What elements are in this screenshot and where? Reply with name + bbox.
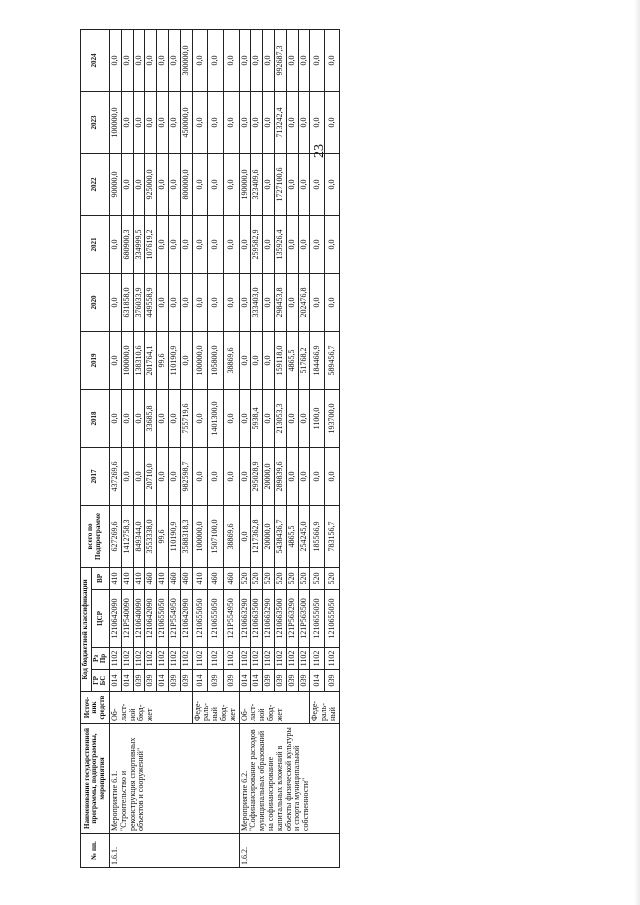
table-cell: 100000,0	[110, 91, 122, 153]
table-cell: 0,0	[169, 153, 181, 215]
table-cell: 1210663500	[275, 590, 287, 648]
table-cell: 410	[121, 567, 133, 589]
table-cell: 039	[133, 670, 145, 692]
table-cell: 0,0	[169, 215, 181, 273]
table-cell: 0,0	[208, 447, 224, 505]
table-cell: 1102	[110, 648, 122, 670]
table-cell: 039	[180, 670, 192, 692]
table-cell: 449558,9	[145, 273, 157, 331]
table-cell: 0,0	[223, 91, 239, 153]
table-cell: 323409,6	[251, 153, 263, 215]
table-cell: 0,0	[298, 389, 310, 447]
table-cell: 1102	[121, 648, 133, 670]
table-cell: 925000,0	[145, 153, 157, 215]
table-cell: 1102	[263, 648, 275, 670]
table-cell: 0,0	[208, 91, 224, 153]
table-cell: 0,0	[263, 91, 275, 153]
table-cell: 298453,8	[275, 273, 287, 331]
table-cell: 0,0	[110, 29, 122, 91]
table-cell: 0,0	[157, 153, 169, 215]
table-cell: 0,0	[169, 447, 181, 505]
table-cell: 039	[169, 670, 181, 692]
table-cell: 0,0	[121, 153, 133, 215]
table-cell: 1102	[157, 648, 169, 670]
table-cell: 0,0	[251, 91, 263, 153]
item-name: Мероприятие 6.1. "Строительство и реконструкция спортивных объектов и сооружений"	[110, 724, 240, 834]
table-cell: 0,0	[121, 91, 133, 153]
table-cell: 100000,0	[121, 331, 133, 389]
table-cell: 0,0	[157, 29, 169, 91]
table-cell: 014	[192, 670, 208, 692]
table-cell: 20000,0	[263, 447, 275, 505]
table-cell: 0,0	[192, 91, 208, 153]
table-cell: 0,0	[298, 215, 310, 273]
table-cell: 0,0	[310, 153, 325, 215]
table-cell: 159118,0	[275, 331, 287, 389]
table-cell: 99,6	[157, 505, 169, 567]
table-cell: 039	[263, 670, 275, 692]
col-year-header: 2021	[81, 215, 110, 273]
table-cell: 100000,0	[192, 505, 208, 567]
col-source-header: Источ-ник средств	[81, 692, 110, 724]
table-cell: 1727100,6	[275, 153, 287, 215]
table-cell: 1102	[192, 648, 208, 670]
table-cell: 410	[192, 567, 208, 589]
table-cell: 1210642090	[110, 590, 122, 648]
table-cell: 039	[208, 670, 224, 692]
table-cell: 0,0	[110, 331, 122, 389]
table-cell: 0,0	[110, 389, 122, 447]
table-cell: 1102	[208, 648, 224, 670]
table-cell: 0,0	[310, 91, 325, 153]
table-cell: 0,0	[169, 273, 181, 331]
table-cell: 014	[121, 670, 133, 692]
table-cell: 0,0	[298, 447, 310, 505]
table-cell: 039	[275, 670, 287, 692]
table-cell: 014	[251, 670, 263, 692]
table-cell: 0,0	[286, 91, 298, 153]
table-cell: 039	[298, 670, 310, 692]
table-cell: 0,0	[192, 447, 208, 505]
table-cell: 0,0	[310, 29, 325, 91]
col-name-header: Наименование государственной программы, подпрограммы, мероприятия	[81, 724, 110, 834]
table-cell: 520	[275, 567, 287, 589]
table-cell: 0,0	[239, 29, 251, 91]
table-cell: 460	[145, 567, 157, 589]
table-cell: 0,0	[133, 29, 145, 91]
table-cell: 0,0	[286, 215, 298, 273]
table-cell: 0,0	[180, 273, 192, 331]
table-cell: 627269,6	[110, 505, 122, 567]
table-cell: 4865,5	[286, 331, 298, 389]
col-year-header: 2022	[81, 153, 110, 215]
table-cell: 0,0	[121, 29, 133, 91]
table-cell: 520	[286, 567, 298, 589]
table-cell: 193700,0	[325, 389, 340, 447]
item-number: 1.6.1.	[110, 834, 240, 868]
table-cell: 259582,9	[251, 215, 263, 273]
table-cell: 800000,0	[180, 153, 192, 215]
table-cell: 1102	[310, 648, 325, 670]
table-cell: 0,0	[286, 389, 298, 447]
table-cell: 520	[251, 567, 263, 589]
table-cell: 460	[180, 567, 192, 589]
table-cell: 0,0	[180, 215, 192, 273]
table-cell: 0,0	[263, 273, 275, 331]
table-cell: 1102	[325, 648, 340, 670]
table-cell: 1102	[180, 648, 192, 670]
table-cell: 0,0	[145, 29, 157, 91]
table-cell: 0,0	[239, 331, 251, 389]
table-cell: 460	[169, 567, 181, 589]
table-cell: 0,0	[325, 215, 340, 273]
page-number: 23	[312, 144, 327, 158]
table-cell: 039	[223, 670, 239, 692]
table-cell: 0,0	[251, 331, 263, 389]
table-cell: 039	[145, 670, 157, 692]
table-cell: 039	[325, 670, 340, 692]
table-cell: 1102	[169, 648, 181, 670]
table-cell: 1100,0	[310, 389, 325, 447]
col-budget-code-header: Код бюджетной классификации	[81, 567, 92, 691]
table-cell: 0,0	[286, 447, 298, 505]
funding-source: Об-ласт-ной бюд-жет	[110, 692, 193, 724]
table-cell: 0,0	[263, 215, 275, 273]
table-cell: 0,0	[110, 273, 122, 331]
scan-edge-shadow	[634, 0, 640, 905]
table-cell: 20000,0	[263, 505, 275, 567]
table-cell: 1102	[145, 648, 157, 670]
table-cell: 0,0	[157, 447, 169, 505]
table-cell: 0,0	[298, 153, 310, 215]
funding-source: Феде-раль-ный бюд-жет	[192, 692, 239, 724]
table-cell: 0,0	[169, 29, 181, 91]
table-cell: 520	[263, 567, 275, 589]
table-cell: 0,0	[223, 389, 239, 447]
table-cell: 1217362,8	[251, 505, 263, 567]
item-number: 1.6.2.	[239, 834, 339, 868]
table-cell: 110190,9	[169, 331, 181, 389]
table-cell: 3553338,0	[145, 505, 157, 567]
table-cell: 1210655050	[310, 590, 325, 648]
table-cell: 51768,2	[298, 331, 310, 389]
table-cell: 190000,0	[239, 153, 251, 215]
col-rzpr-header: Рз Пр	[91, 648, 109, 670]
table-cell: 0,0	[310, 447, 325, 505]
table-cell: 213053,3	[275, 389, 287, 447]
table-cell: 300000,0	[180, 29, 192, 91]
table-cell: 520	[310, 567, 325, 589]
table-cell: 0,0	[263, 153, 275, 215]
col-total-header: всего по Подпрограмме	[81, 505, 110, 567]
table-cell: 783156,7	[325, 505, 340, 567]
table-cell: 0,0	[239, 215, 251, 273]
table-cell: 0,0	[157, 215, 169, 273]
table-cell: 100000,0	[192, 331, 208, 389]
funding-source: Об-ласт-ной бюд-жет	[239, 692, 310, 724]
col-vr-header: ВР	[91, 567, 109, 589]
table-cell: 0,0	[208, 215, 224, 273]
rotated-table-wrapper	[80, 45, 580, 868]
budget-table	[80, 29, 340, 868]
col-no-header: № пп.	[81, 834, 110, 868]
table-cell: 1210655050	[325, 590, 340, 648]
table-cell: 1210642090	[145, 590, 157, 648]
col-year-header: 2020	[81, 273, 110, 331]
table-cell: 1210640090	[133, 590, 145, 648]
table-cell: 0,0	[286, 29, 298, 91]
col-grbs-header: ГР БС	[91, 670, 109, 692]
table-cell: 0,0	[192, 153, 208, 215]
table-cell: 0,0	[110, 215, 122, 273]
table-cell: 0,0	[121, 447, 133, 505]
table-cell: 138310,6	[133, 331, 145, 389]
table-cell: 0,0	[133, 91, 145, 153]
table-cell: 631858,0	[121, 273, 133, 331]
table-cell: 0,0	[325, 273, 340, 331]
table-cell: 410	[157, 567, 169, 589]
table-cell: 1102	[275, 648, 287, 670]
table-cell: 121P563290	[286, 590, 298, 648]
table-cell: 1210663500	[251, 590, 263, 648]
table-cell: 105800,0	[208, 331, 224, 389]
table-cell: 185566,9	[310, 505, 325, 567]
table-cell: 014	[110, 670, 122, 692]
table-cell: 0,0	[133, 153, 145, 215]
table-cell: 014	[310, 670, 325, 692]
table-cell: 1210655050	[157, 590, 169, 648]
table-cell: 201764,1	[145, 331, 157, 389]
table-cell: 107619,2	[145, 215, 157, 273]
table-cell: 0,0	[263, 389, 275, 447]
table-cell: 0,0	[145, 91, 157, 153]
table-cell: 0,0	[223, 273, 239, 331]
table-cell: 014	[157, 670, 169, 692]
table-cell: 0,0	[286, 153, 298, 215]
table-cell: 295028,9	[251, 447, 263, 505]
table-cell: 4865,5	[286, 505, 298, 567]
table-cell: 0,0	[325, 447, 340, 505]
table-cell: 0,0	[239, 505, 251, 567]
table-cell: 849344,0	[133, 505, 145, 567]
table-cell: 0,0	[169, 91, 181, 153]
table-cell: 589456,7	[325, 331, 340, 389]
table-cell: 99,6	[157, 331, 169, 389]
table-cell: 0,0	[239, 389, 251, 447]
table-cell: 1102	[239, 648, 251, 670]
table-cell: 110190,9	[169, 505, 181, 567]
table-cell: 3588318,3	[180, 505, 192, 567]
header-row-1	[81, 29, 92, 867]
table-cell: 20710,0	[145, 447, 157, 505]
table-cell: 0,0	[133, 389, 145, 447]
table-cell: 0,0	[192, 389, 208, 447]
table-cell: 0,0	[133, 447, 145, 505]
table-cell: 0,0	[157, 273, 169, 331]
table-cell: 410	[110, 567, 122, 589]
table-cell: 0,0	[223, 29, 239, 91]
table-cell: 0,0	[223, 215, 239, 273]
table-cell: 90000,0	[110, 153, 122, 215]
table-cell: 1210663290	[239, 590, 251, 648]
table-cell: 680900,3	[121, 215, 133, 273]
table-cell: 0,0	[223, 153, 239, 215]
table-cell: 0,0	[310, 215, 325, 273]
col-year-header: 2024	[81, 29, 110, 91]
table-cell: 982598,7	[180, 447, 192, 505]
col-year-header: 2019	[81, 331, 110, 389]
table-cell: 460	[208, 567, 224, 589]
table-cell: 0,0	[169, 389, 181, 447]
col-year-header: 2017	[81, 447, 110, 505]
table-cell: 1102	[251, 648, 263, 670]
col-year-header: 2023	[81, 91, 110, 153]
table-cell: 1210642090	[180, 590, 192, 648]
table-cell: 039	[286, 670, 298, 692]
table-cell: 0,0	[239, 273, 251, 331]
table-cell: 437269,6	[110, 447, 122, 505]
table-cell: 014	[239, 670, 251, 692]
table-cell: 121P563500	[298, 590, 310, 648]
table-cell: 0,0	[121, 389, 133, 447]
table-cell: 0,0	[157, 91, 169, 153]
table-row	[110, 29, 122, 867]
table-cell: 0,0	[180, 331, 192, 389]
table-cell: 1210655050	[192, 590, 208, 648]
table-cell: 0,0	[208, 29, 224, 91]
table-cell: 184466,9	[310, 331, 325, 389]
table-cell: 0,0	[239, 91, 251, 153]
table-cell: 334999,5	[133, 215, 145, 273]
table-cell: 0,0	[263, 331, 275, 389]
table-cell: 0,0	[310, 273, 325, 331]
col-csr-header: ЦСР	[91, 590, 109, 648]
table-cell: 1210655050	[208, 590, 224, 648]
table-cell: 0,0	[325, 91, 340, 153]
table-cell: 1102	[298, 648, 310, 670]
table-cell: 755719,6	[180, 389, 192, 447]
table-cell: 410	[133, 567, 145, 589]
table-cell: 520	[298, 567, 310, 589]
table-cell: 460	[223, 567, 239, 589]
table-cell: 713242,4	[275, 91, 287, 153]
table-cell: 520	[325, 567, 340, 589]
table-cell: 0,0	[239, 447, 251, 505]
table-cell: 135926,4	[275, 215, 287, 273]
table-cell: 0,0	[325, 153, 340, 215]
table-cell: 1102	[286, 648, 298, 670]
table-cell: 0,0	[192, 215, 208, 273]
table-cell: 0,0	[325, 29, 340, 91]
table-cell: 0,0	[157, 389, 169, 447]
table-cell: 0,0	[298, 29, 310, 91]
table-cell: 0,0	[208, 153, 224, 215]
table-cell: 0,0	[251, 29, 263, 91]
table-cell: 121P540090	[121, 590, 133, 648]
table-cell: 5938,4	[251, 389, 263, 447]
table-cell: 5438436,7	[275, 505, 287, 567]
funding-source: Феде-раль-ный	[310, 692, 339, 724]
table-cell: 0,0	[208, 273, 224, 331]
table-cell: 121P554950	[169, 590, 181, 648]
table-cell: 0,0	[286, 273, 298, 331]
table-body	[110, 29, 340, 867]
table-cell: 1412758,3	[121, 505, 133, 567]
table-row	[239, 29, 251, 867]
table-cell: 1102	[133, 648, 145, 670]
item-name: Мероприятие 6.2. "Софинансирование расходов муниципальных образований на софинансирование капитальных вложений в объекты физической культуры и спорта муниципальной собственности"	[239, 724, 339, 834]
table-cell: 992687,3	[275, 29, 287, 91]
table-cell: 0,0	[263, 29, 275, 91]
table-cell: 1401300,0	[208, 389, 224, 447]
table-cell: 202476,8	[298, 273, 310, 331]
table-cell: 1102	[223, 648, 239, 670]
table-cell: 0,0	[192, 273, 208, 331]
table-cell: 450000,0	[180, 91, 192, 153]
table-cell: 0,0	[223, 447, 239, 505]
table-cell: 1507100,0	[208, 505, 224, 567]
table-cell: 38869,6	[223, 505, 239, 567]
table-cell: 0,0	[298, 91, 310, 153]
table-cell: 38869,6	[223, 331, 239, 389]
table-cell: 0,0	[192, 29, 208, 91]
table-cell: 520	[239, 567, 251, 589]
table-cell: 254245,0	[298, 505, 310, 567]
table-cell: 376033,9	[133, 273, 145, 331]
table-cell: 33685,8	[145, 389, 157, 447]
col-year-header: 2018	[81, 389, 110, 447]
table-cell: 333403,0	[251, 273, 263, 331]
table-cell: 289839,6	[275, 447, 287, 505]
table-cell: 121P554950	[223, 590, 239, 648]
table-cell: 1210663290	[263, 590, 275, 648]
